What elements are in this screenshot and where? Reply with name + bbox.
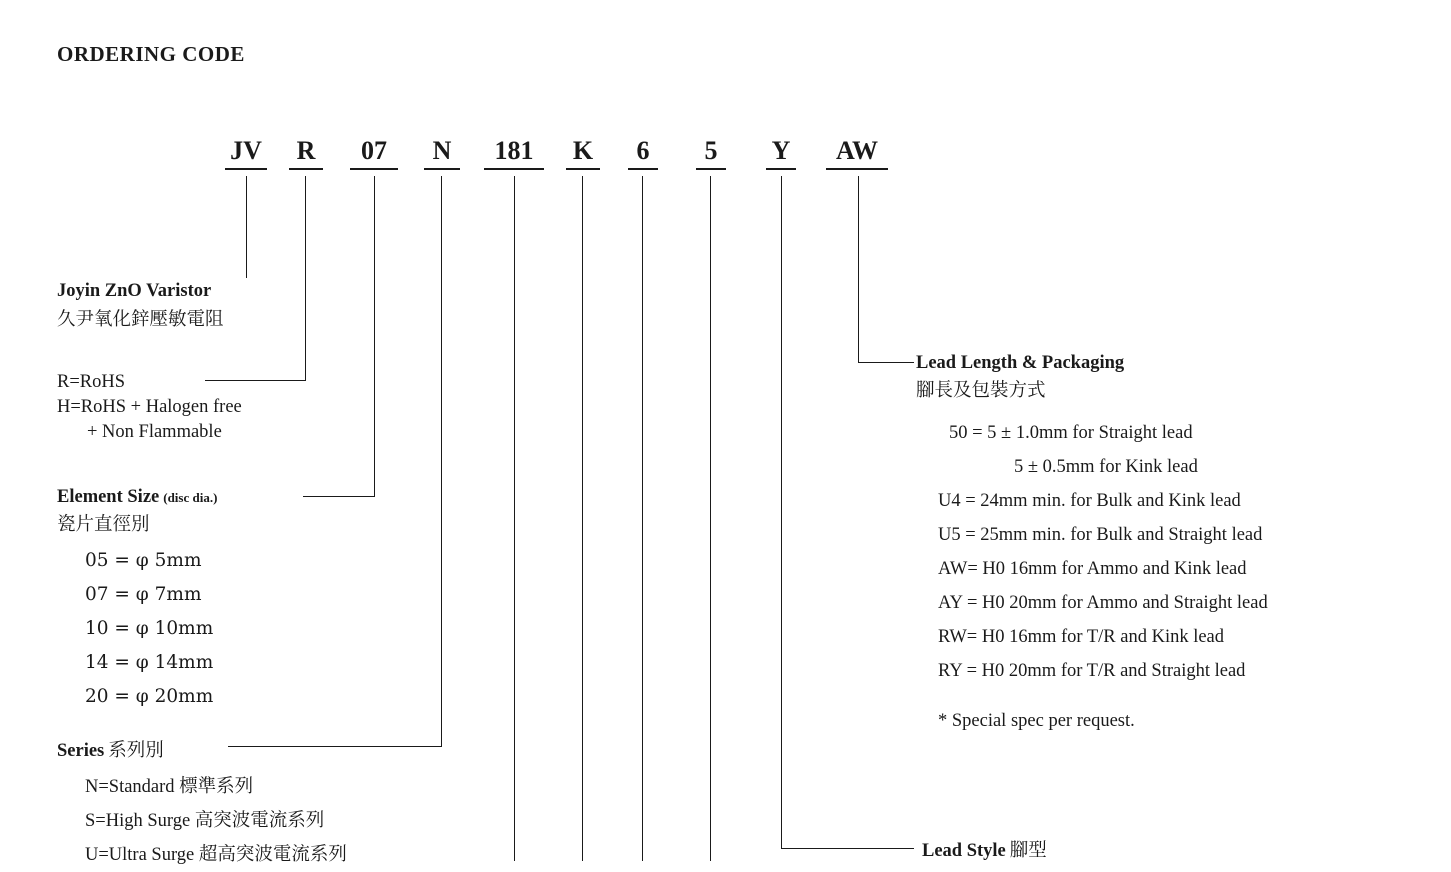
callout-lead-length-label-en: Lead Length & Packaging	[916, 353, 1125, 373]
leader-line-leadstyle-h	[781, 848, 914, 849]
leader-line-series-v	[441, 176, 442, 746]
callout-rohs	[57, 370, 242, 445]
leader-line-rohs-v	[305, 176, 306, 380]
lead-length-item-rw: RW= H0 16mm for T/R and Kink lead	[938, 627, 1225, 647]
code-segment-r: R	[289, 136, 323, 170]
code-segment-aw: AW	[826, 136, 888, 170]
callout-brand-label-cn: 久尹氧化鋅壓敏電阻	[57, 310, 224, 330]
callout-rohs-line-2: H=RoHS + Halogen free	[57, 397, 242, 417]
lead-length-item-50b: 5 ± 0.5mm for Kink lead	[1014, 457, 1198, 477]
leader-line-k	[582, 176, 583, 861]
leader-line-181	[514, 176, 515, 861]
lead-length-item-ay: AY = H0 20mm for Ammo and Straight lead	[938, 593, 1268, 613]
code-segment-07: 07	[350, 136, 398, 170]
code-segment-k: K	[566, 136, 600, 170]
callout-element-size-label-cn: 瓷片直徑別	[57, 515, 150, 535]
leader-line-brand	[246, 176, 247, 278]
lead-length-item-50: 50 = 5 ± 1.0mm for Straight lead	[949, 423, 1193, 443]
leader-line-leadlength-v	[858, 176, 859, 362]
code-segment-5: 5	[696, 136, 726, 170]
code-segment-6: 6	[628, 136, 658, 170]
series-item-u: U=Ultra Surge 超高突波電流系列	[85, 845, 347, 865]
leader-line-5	[710, 176, 711, 861]
callout-lead-style-label-en: Lead Style	[922, 841, 1006, 861]
code-segment-181: 181	[484, 136, 544, 170]
element-size-item-05: 05 = φ 5mm	[85, 550, 202, 571]
leader-line-element-h	[303, 496, 375, 497]
callout-lead-length	[916, 353, 1268, 738]
page-title: ORDERING CODE	[57, 42, 245, 66]
callout-lead-style-label-cn: 腳型	[1009, 841, 1047, 861]
series-item-s: S=High Surge 高突波電流系列	[85, 811, 325, 831]
lead-length-item-aw: AW= H0 16mm for Ammo and Kink lead	[938, 559, 1247, 579]
callout-series-label-cn: 系列別	[108, 741, 164, 761]
lead-length-item-u5: U5 = 25mm min. for Bulk and Straight lead	[938, 525, 1263, 545]
callout-element-size-label-note: (disc dia.)	[163, 490, 218, 505]
callout-rohs-line-3: + Non Flammable	[87, 422, 222, 442]
code-segment-y: Y	[766, 136, 796, 170]
callout-lead-style	[922, 836, 1047, 862]
callout-series	[57, 736, 347, 872]
lead-length-note: * Special spec per request.	[938, 711, 1135, 731]
callout-series-heading	[57, 736, 347, 762]
element-size-item-14: 14 = φ 14mm	[85, 652, 214, 673]
leader-line-6	[642, 176, 643, 861]
lead-length-item-ry: RY = H0 20mm for T/R and Straight lead	[938, 661, 1246, 681]
leader-line-leadlength-h	[858, 362, 914, 363]
code-segment-n: N	[424, 136, 460, 170]
element-size-item-07: 07 = φ 7mm	[85, 584, 202, 605]
element-size-item-10: 10 = φ 10mm	[85, 618, 214, 639]
callout-rohs-line-1: R=RoHS	[57, 372, 126, 392]
callout-element-size	[57, 487, 217, 714]
callout-brand-label-en: Joyin ZnO Varistor	[57, 281, 212, 301]
callout-lead-length-label-cn: 腳長及包裝方式	[916, 381, 1046, 401]
series-item-n: N=Standard 標準系列	[85, 777, 254, 797]
lead-length-item-u4: U4 = 24mm min. for Bulk and Kink lead	[938, 491, 1241, 511]
ordering-code-row	[0, 136, 1451, 172]
leader-line-element-v	[374, 176, 375, 496]
leader-line-leadstyle-v	[781, 176, 782, 848]
element-size-item-20: 20 = φ 20mm	[85, 686, 214, 707]
code-segment-jv: JV	[225, 136, 267, 170]
callout-brand	[57, 281, 224, 331]
callout-element-size-label-en: Element Size	[57, 487, 160, 507]
callout-element-size-heading	[57, 487, 217, 508]
callout-series-label-en: Series	[57, 741, 105, 761]
